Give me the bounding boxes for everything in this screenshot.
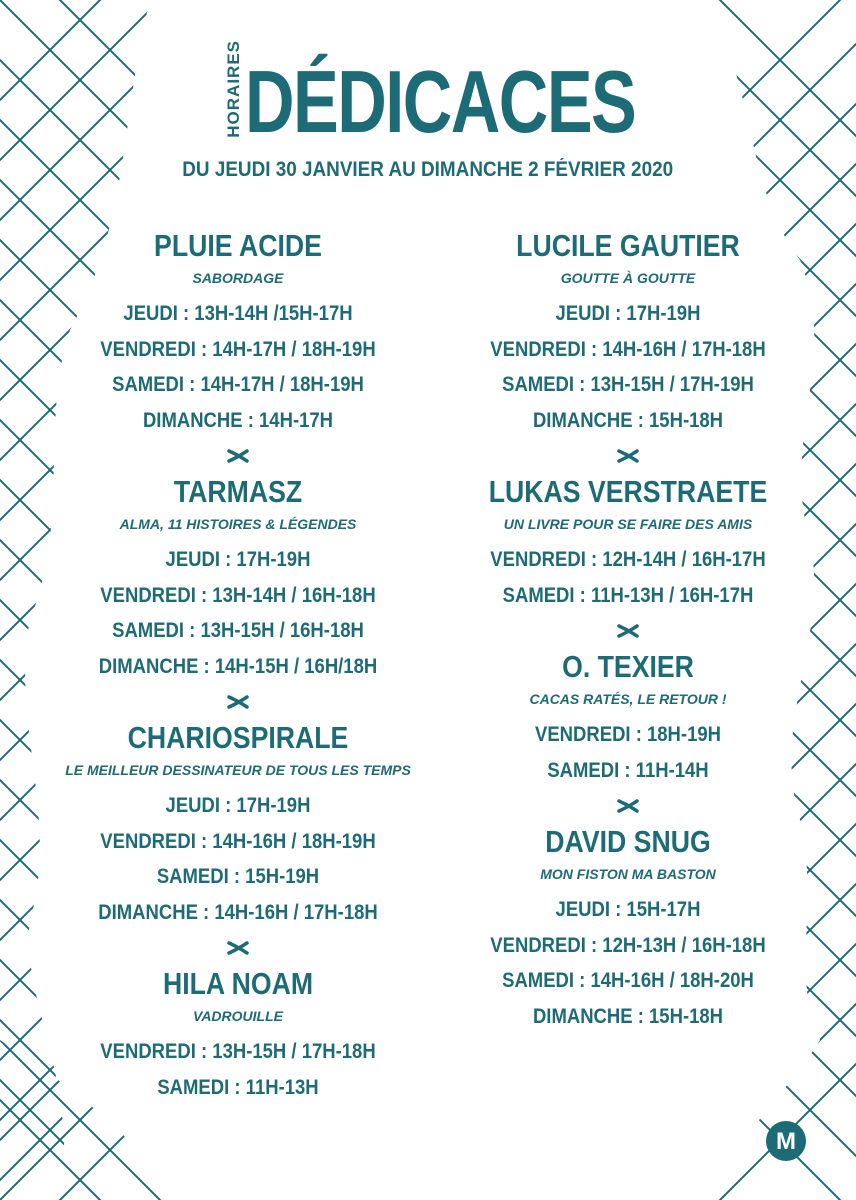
schedule-line: DIMANCHE : 14H-15H / 16H/18H <box>98 653 378 678</box>
schedule-line: DIMANCHE : 14H-17H <box>142 407 334 432</box>
cross-icon <box>227 449 249 463</box>
author-name: O. TEXIER <box>562 649 694 684</box>
author-block <box>58 720 418 930</box>
author-name: PLUIE ACIDE <box>154 228 322 263</box>
schedule-line: VENDREDI : 18H-19H <box>535 722 721 746</box>
book-title: GOUTTE À GOUTTE <box>560 270 696 286</box>
schedule-line: JEUDI : 17H-19H <box>165 547 311 571</box>
schedule-line: VENDREDI : 13H-15H / 17H-18H <box>100 1039 376 1063</box>
separator <box>58 930 418 966</box>
schedule-line: VENDREDI : 14H-17H / 18H-19H <box>100 336 376 361</box>
author-block <box>448 474 808 613</box>
schedule-line: JEUDI : 17H-19H <box>165 793 311 817</box>
schedule-line: VENDREDI : 12H-13H / 16H-18H <box>490 932 766 957</box>
cross-icon <box>617 799 639 813</box>
schedule-line: SAMEDI : 13H-15H / 16H-18H <box>112 618 364 642</box>
schedule-line: SAMEDI : 13H-15H / 17H-19H <box>502 372 754 396</box>
book-title: SABORDAGE <box>192 270 284 286</box>
m-logo-icon <box>765 1120 807 1162</box>
schedule-line: VENDREDI : 12H-14H / 16H-17H <box>490 547 766 571</box>
schedule-line: VENDREDI : 14H-16H / 17H-18H <box>490 336 766 361</box>
event-dates: DU JEUDI 30 JANVIER AU DIMANCHE 2 FÉVRIER 2020 <box>182 157 674 181</box>
cross-icon <box>617 449 639 463</box>
separator <box>58 684 418 720</box>
book-title: UN LIVRE POUR SE FAIRE DES AMIS <box>503 516 753 532</box>
author-block <box>58 228 418 438</box>
book-title: LE MEILLEUR DESSINATEUR DE TOUS LES TEMPS <box>65 762 411 778</box>
separator <box>448 613 808 649</box>
author-block <box>58 474 418 684</box>
book-title: VADROUILLE <box>193 1008 283 1024</box>
separator <box>58 438 418 474</box>
schedule-line: SAMEDI : 11H-14H <box>547 757 709 782</box>
schedule-line: SAMEDI : 11H-13H / 16H-17H <box>502 582 754 607</box>
right-column <box>448 228 808 1034</box>
schedule-line: SAMEDI : 14H-17H / 18H-19H <box>112 372 364 396</box>
author-name: TARMASZ <box>173 474 303 509</box>
author-block <box>448 824 808 1034</box>
schedule-line: VENDREDI : 14H-16H / 18H-19H <box>100 828 376 853</box>
author-name: CHARIOSPIRALE <box>127 720 349 755</box>
schedule-line: VENDREDI : 13H-14H / 16H-18H <box>100 582 376 607</box>
book-title: ALMA, 11 HISTOIRES & LÉGENDES <box>119 516 357 532</box>
author-block <box>58 966 418 1105</box>
schedule-line: SAMEDI : 11H-13H <box>157 1074 319 1099</box>
author-name: LUCILE GAUTIER <box>516 228 740 263</box>
schedule-line: JEUDI : 17H-19H <box>555 301 701 325</box>
author-block <box>448 228 808 438</box>
cross-icon <box>227 941 249 955</box>
schedule-line: SAMEDI : 14H-16H / 18H-20H <box>502 968 754 992</box>
book-title: CACAS RATÉS, LE RETOUR ! <box>529 691 727 707</box>
cross-icon <box>227 695 249 709</box>
schedule-line: DIMANCHE : 15H-18H <box>532 1003 724 1028</box>
author-name: HILA NOAM <box>162 966 314 1001</box>
schedule-line: SAMEDI : 15H-19H <box>156 864 320 888</box>
header <box>0 40 856 182</box>
schedule-line: DIMANCHE : 14H-16H / 17H-18H <box>98 899 378 924</box>
author-name: DAVID SNUG <box>545 824 711 859</box>
schedule-line: JEUDI : 13H-14H /15H-17H <box>123 301 353 325</box>
book-title: MON FISTON MA BASTON <box>540 866 716 882</box>
title-row <box>0 40 856 151</box>
author-block <box>448 649 808 788</box>
author-name: LUKAS VERSTRAETE <box>488 474 768 509</box>
horaires-label: HORAIRES <box>224 40 244 138</box>
page-title: DÉDICACES <box>245 51 636 151</box>
logo-letter: M <box>776 1128 796 1155</box>
separator <box>448 438 808 474</box>
separator <box>448 788 808 824</box>
cross-icon <box>617 624 639 638</box>
schedule-line: DIMANCHE : 15H-18H <box>532 407 724 432</box>
left-column <box>58 228 418 1105</box>
schedule-line: JEUDI : 15H-17H <box>555 897 701 921</box>
